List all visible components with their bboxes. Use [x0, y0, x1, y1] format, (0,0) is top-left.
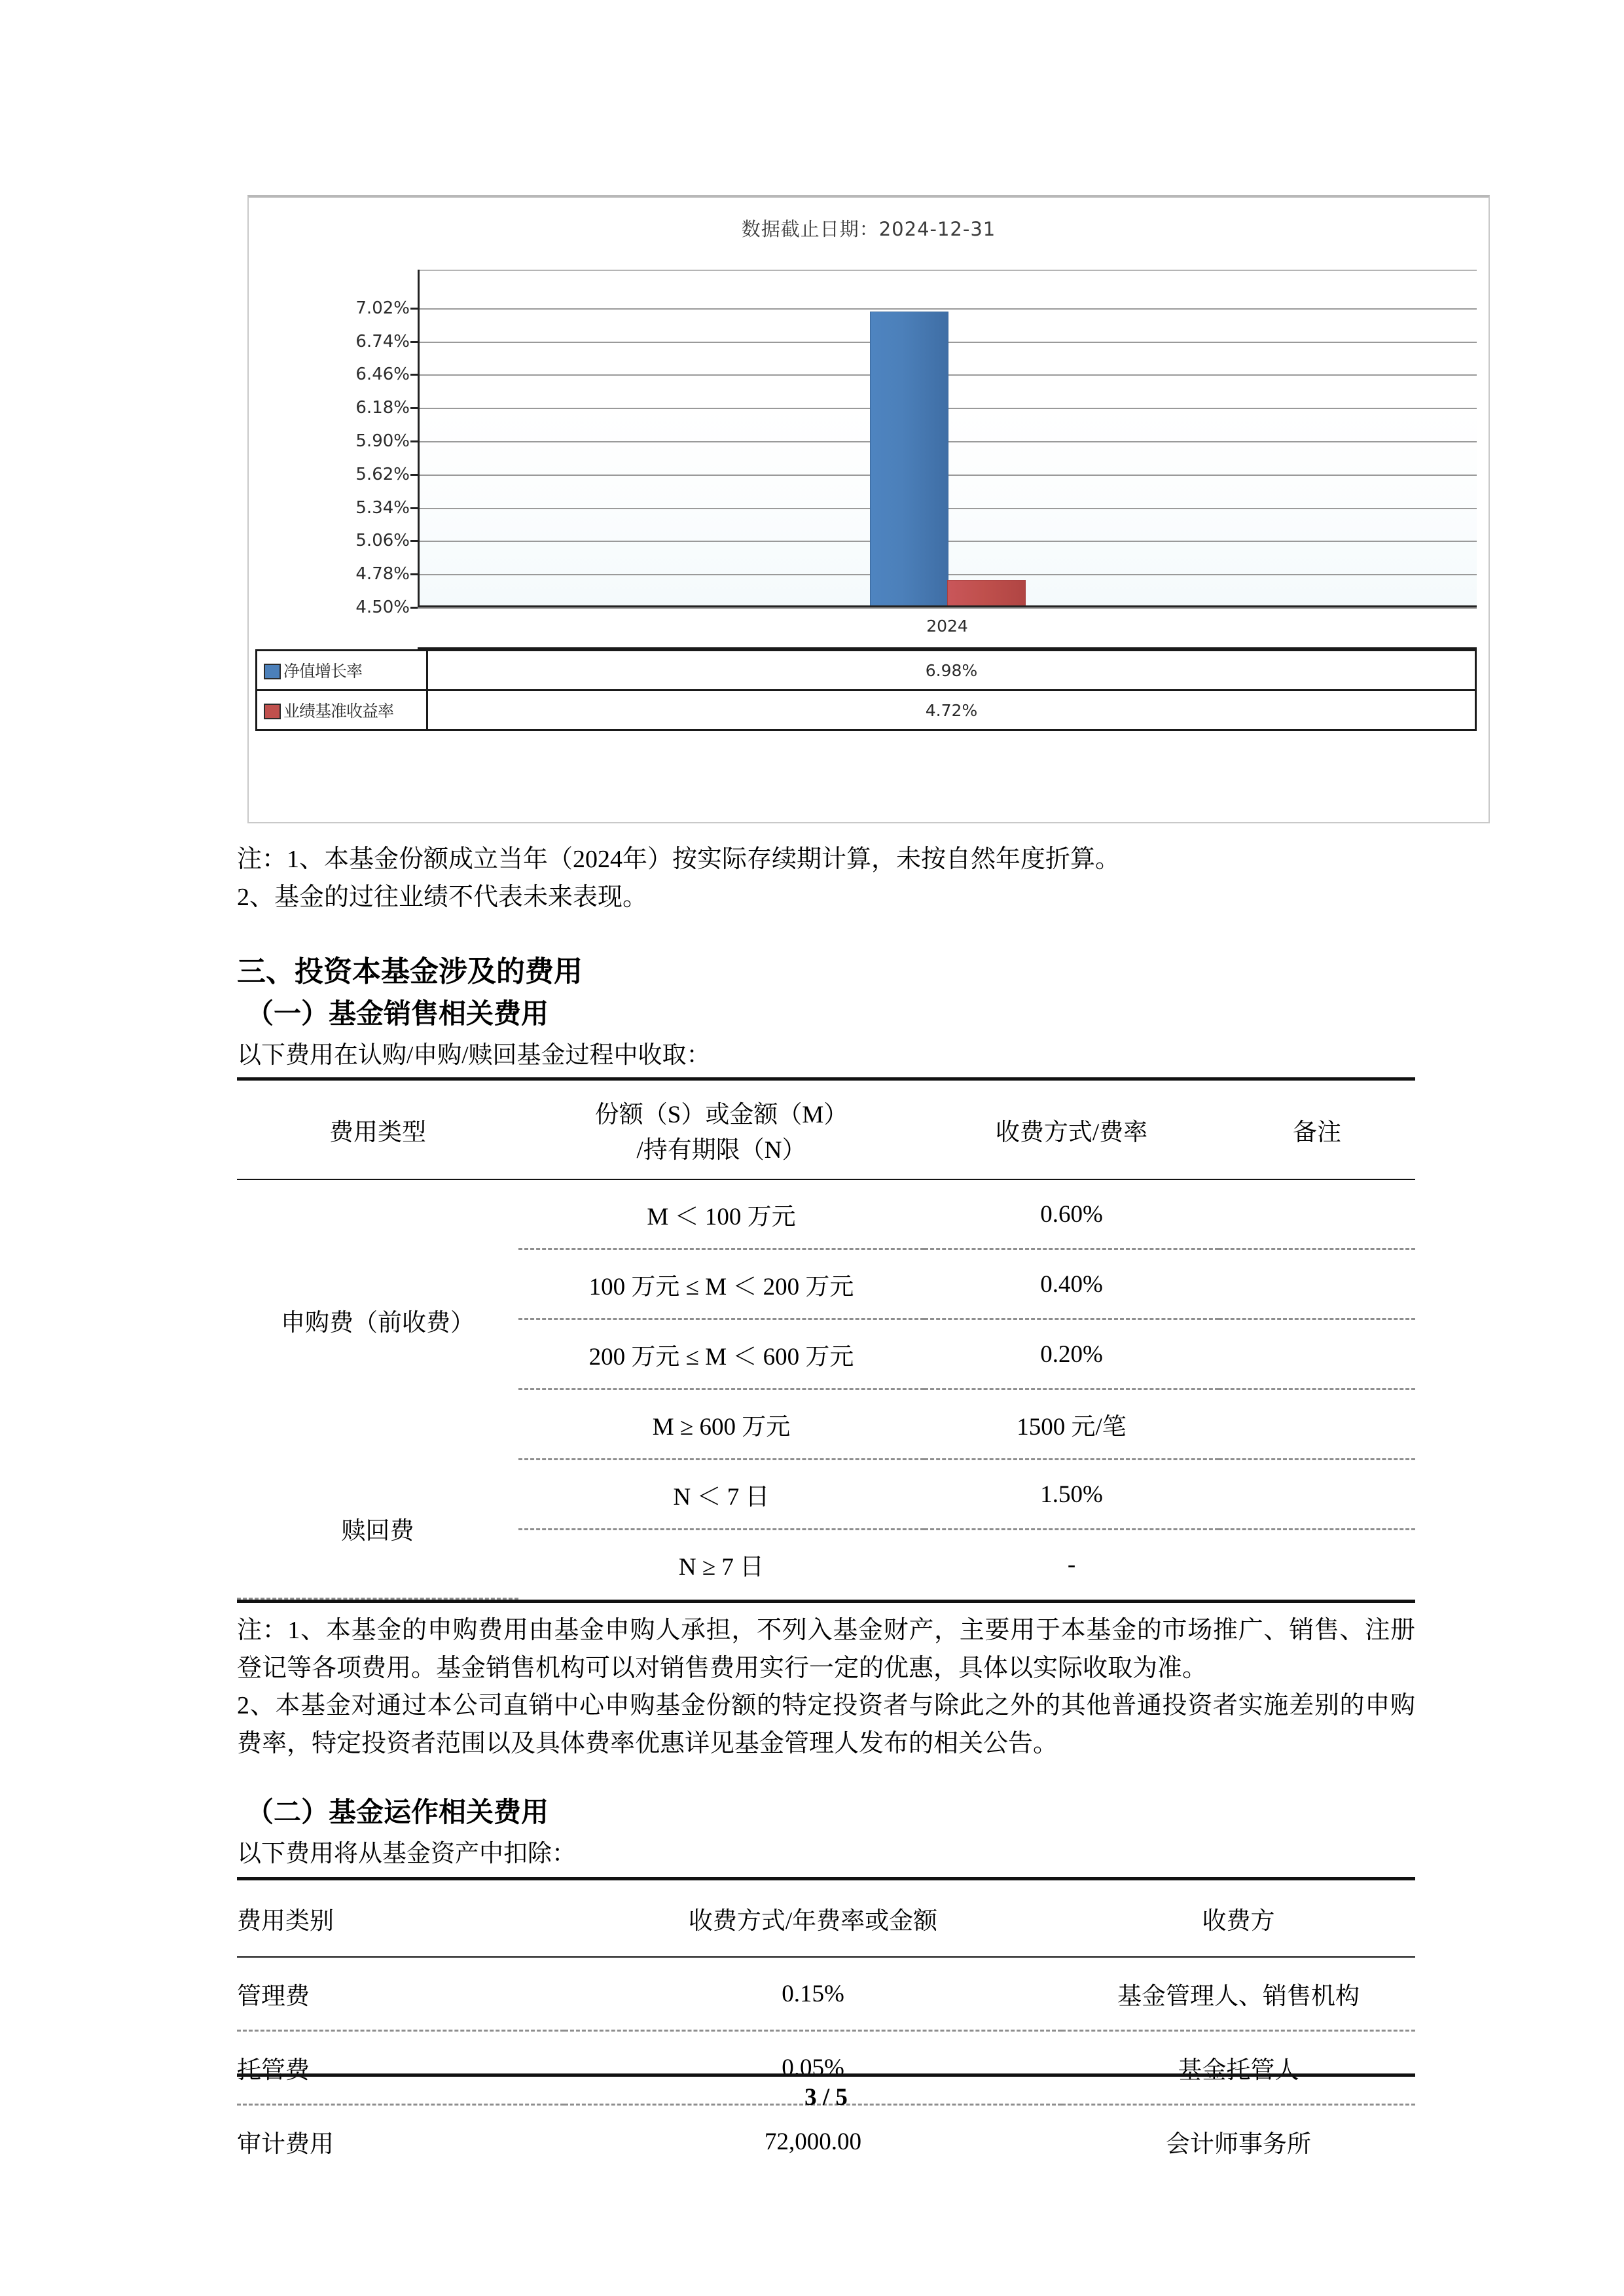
cell-rate: 0.40% — [924, 1249, 1219, 1319]
cell-rate: 0.20% — [924, 1319, 1219, 1390]
chart-title: 数据截止日期：2024-12-31 — [741, 218, 996, 240]
cell-condition: M ＜ 100 万元 — [518, 1179, 924, 1249]
y-tick-label: 5.34% — [355, 497, 410, 518]
legend-name-benchmark — [257, 691, 427, 730]
sales-fee-note-2: 2、本基金对通过本公司直销中心申购基金份额的特定投资者与除此之外的其他普通投资者实施差别的申购费率，特定投资者范围以及具体费率优惠详见基金管理人发布的相关公告。 — [237, 1692, 1415, 1758]
table-row — [237, 1460, 1415, 1530]
page-number: 3 / 5 — [804, 2084, 848, 2111]
header-share-or-amount-line2: /持有期限（N） — [636, 1137, 806, 1164]
cell-remark — [1219, 1249, 1415, 1319]
cell-fee-category: 托管费 — [237, 2031, 564, 2105]
legend-row-nav-growth — [257, 651, 1476, 691]
legend-row-benchmark — [257, 691, 1476, 730]
y-tick-mark — [410, 308, 418, 310]
y-tick-label: 6.74% — [355, 331, 410, 351]
legend-value-nav-growth: 6.98% — [427, 651, 1476, 691]
fee-type-subscription: 申购费（前收费） — [281, 1309, 475, 1336]
header-payee: 收费方 — [1202, 1908, 1275, 1935]
legend-value-benchmark: 4.72% — [427, 691, 1476, 730]
y-axis-line — [418, 270, 420, 607]
legend-swatch-red-icon — [264, 704, 281, 719]
cell-fee-rate: 72,000.00 — [765, 2128, 861, 2155]
table-row — [237, 1179, 1415, 1249]
cell-remark — [1219, 1390, 1415, 1460]
footer-divider — [237, 2073, 1415, 2077]
cell-fee-rate: 0.15% — [564, 1957, 1062, 2031]
operating-fee-lead-text: 以下费用将从基金资产中扣除： — [237, 1840, 576, 1867]
subsection-heading-one: （一）基金销售相关费用 — [246, 999, 549, 1030]
y-tick-label: 6.46% — [355, 365, 410, 385]
header-fee-category: 费用类别 — [237, 1908, 334, 1935]
header-share-or-amount — [518, 1079, 924, 1180]
performance-chart — [247, 195, 1490, 823]
sales-fee-table-bottom-rule — [237, 1598, 1415, 1601]
gridline — [418, 607, 1477, 609]
cell-condition: 200 万元 ≤ M ＜ 600 万元 — [518, 1319, 924, 1390]
legend-label-benchmark: 业绩基准收益率 — [283, 702, 394, 721]
header-share-or-amount-line1: 份额（S）或金额（M） — [594, 1102, 848, 1129]
cell-remark — [1219, 1179, 1415, 1249]
gridline-top — [418, 270, 1477, 271]
sales-fee-table-header-row — [237, 1079, 1415, 1180]
cell-fee-category: 管理费 — [237, 1957, 564, 2031]
category-label-2024: 2024 — [926, 617, 968, 636]
y-tick-mark — [410, 507, 418, 509]
header-remark: 备注 — [1293, 1119, 1341, 1147]
y-tick-mark — [410, 341, 418, 343]
chart-note-line-1: 注：1、本基金份额成立当年（2024年）按实际存续期计算，未按自然年度折算。 — [237, 846, 1121, 873]
y-tick-label: 5.90% — [355, 431, 410, 451]
y-tick-label: 5.06% — [355, 531, 410, 551]
legend-swatch-blue-icon — [264, 664, 281, 679]
cell-remark — [1219, 1460, 1415, 1530]
cell-condition: 100 万元 ≤ M ＜ 200 万元 — [518, 1249, 924, 1319]
bar-benchmark — [947, 580, 1026, 607]
y-tick-mark — [410, 374, 418, 376]
cell-rate: 0.60% — [924, 1179, 1219, 1249]
fee-type-redemption: 赎回费 — [237, 1460, 518, 1599]
y-tick-mark — [410, 540, 418, 542]
cell-payee: 基金托管人 — [1062, 2031, 1415, 2105]
y-tick-mark — [410, 607, 418, 609]
sales-fee-table — [237, 1077, 1415, 1603]
cell-payee: 会计师事务所 — [1166, 2131, 1311, 2159]
operating-fee-table-header-row — [237, 1879, 1415, 1958]
sales-fee-note-1: 注：1、本基金的申购费用由基金申购人承担，不列入基金财产，主要用于本基金的市场推广、销售、注册登记等各项费用。基金销售机构可以对销售费用实行一定的优惠，具体以实际收取为准。 — [237, 1616, 1415, 1682]
chart-plot-area — [355, 275, 1477, 617]
section-heading-three: 三、投资本基金涉及的费用 — [237, 955, 583, 988]
gridline — [418, 308, 1477, 310]
cell-rate: 1500 元/笔 — [1017, 1414, 1127, 1441]
cell-fee-rate: 0.05% — [564, 2031, 1062, 2105]
document-body — [237, 841, 1415, 2178]
cell-condition: N ＜ 7 日 — [518, 1460, 924, 1530]
y-tick-label: 6.18% — [355, 398, 410, 418]
operating-fee-table — [237, 1877, 1415, 2178]
table-row — [237, 1957, 1415, 2031]
subsection-heading-two: （二）基金运作相关费用 — [246, 1797, 549, 1828]
x-axis-line — [418, 605, 1477, 607]
cell-rate: - — [1067, 1551, 1076, 1578]
y-tick-label: 5.62% — [355, 464, 410, 484]
chart-note-line-2: 2、基金的过往业绩不代表未来表现。 — [237, 883, 648, 911]
cell-condition: N ≥ 7 日 — [678, 1554, 765, 1581]
table-row — [237, 2105, 1415, 2178]
header-fee-type: 费用类型 — [329, 1119, 426, 1147]
y-tick-label: 7.02% — [355, 298, 410, 318]
cell-condition: M ≥ 600 万元 — [652, 1414, 791, 1441]
y-tick-mark — [410, 440, 418, 442]
y-tick-mark — [410, 573, 418, 575]
legend-name-nav-growth — [257, 651, 427, 691]
y-tick-mark — [410, 407, 418, 409]
y-tick-label: 4.50% — [355, 598, 410, 617]
header-charge-method-rate: 收费方式/费率 — [995, 1119, 1148, 1147]
chart-legend-table — [255, 649, 1477, 731]
cell-remark — [1219, 1530, 1415, 1599]
y-tick-mark — [410, 474, 418, 476]
header-method-annual-rate: 收费方式/年费率或金额 — [688, 1908, 938, 1935]
bar-nav-growth — [870, 312, 948, 607]
sales-fee-lead-text: 以下费用在认购/申购/赎回基金过程中收取： — [237, 1041, 711, 1069]
cell-fee-category: 审计费用 — [237, 2131, 334, 2159]
legend-label-nav-growth: 净值增长率 — [283, 662, 363, 681]
cell-payee: 基金管理人、销售机构 — [1062, 1957, 1415, 2031]
category-axis-row — [418, 610, 1477, 649]
cell-remark — [1219, 1319, 1415, 1390]
y-tick-label: 4.78% — [355, 564, 410, 584]
cell-rate: 1.50% — [924, 1460, 1219, 1530]
page-footer — [237, 2073, 1415, 2111]
